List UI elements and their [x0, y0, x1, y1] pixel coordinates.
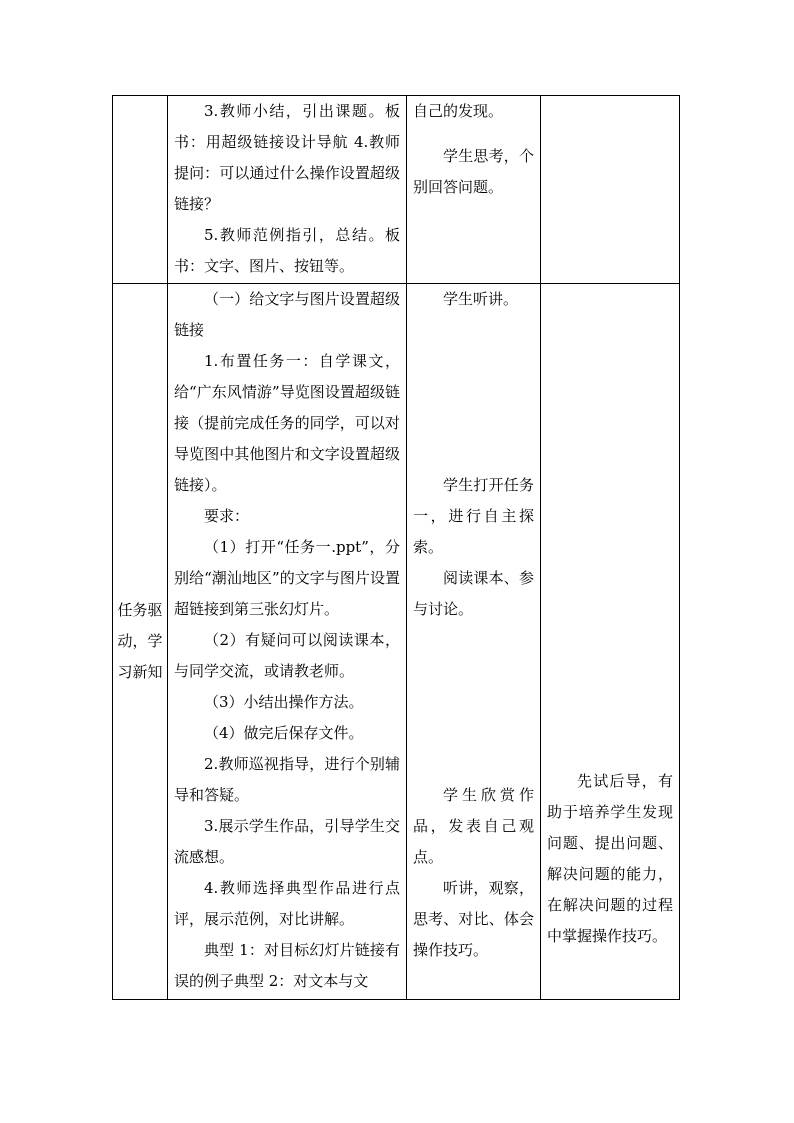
design-intent-text: 先试后导，有助于培养学生发现问题、提出问题、解决问题的能力，在解决问题的过程中掌握操作技巧。 [547, 772, 673, 945]
student-activity-cell-2 [407, 284, 541, 1000]
stage-label: 任务驱动，学习新知 [117, 601, 163, 681]
teacher-paragraph: 1.布置任务一：自学课文，给“广东风情游”导览图设置超级链接（提前完成任务的同学，可以对导览图中其他图片和文字设置超级链接）。 [174, 352, 400, 494]
stage-cell-1 [113, 96, 168, 284]
stage-cell-2 [113, 284, 168, 1000]
teacher-paragraph: （4）做完后保存文件。 [204, 724, 364, 742]
teacher-paragraph: （1）打开“任务一.ppt”，分别给“潮汕地区”的文字与图片设置超链接到第三张幻灯片。 [174, 538, 400, 618]
student-paragraph: 学生听讲。 [443, 290, 519, 308]
teacher-paragraph: 要求： [204, 507, 250, 525]
design-intent-cell-1 [541, 96, 680, 284]
teacher-paragraph: 典型 1：对目标幻灯片链接有误的例子典型 2：对文本与文 [174, 941, 400, 990]
teacher-paragraph: （2）有疑问可以阅读课本，与同学交流，或请教老师。 [174, 631, 400, 680]
teacher-paragraph: 3.展示学生作品，引导学生交流感想。 [174, 817, 400, 866]
teacher-paragraph: （3）小结出操作方法。 [204, 693, 364, 711]
student-paragraph: 听讲，观察，思考、对比、体会操作技巧。 [413, 879, 534, 959]
student-paragraph: 自己的发现。 [413, 102, 504, 120]
table-row [113, 284, 680, 1000]
student-paragraph: 学生欣赏作品，发表自己观点。 [413, 786, 534, 866]
student-paragraph: 学生思考，个别回答问题。 [413, 147, 534, 196]
teacher-paragraph: 3.教师小结，引出课题。板书：用超级链接设计导航 4.教师提问：可以通过什么操作设置超级链接？ [174, 102, 400, 213]
student-paragraph: 学生打开任务一，进行自主探索。 [413, 476, 534, 556]
teacher-paragraph: （一）给文字与图片设置超级链接 [174, 290, 400, 339]
teacher-activity-cell-1 [168, 96, 407, 284]
lesson-plan-table [112, 95, 680, 1000]
student-paragraph: 阅读课本、参与讨论。 [413, 569, 534, 618]
design-intent-cell-2 [541, 284, 680, 1000]
teacher-activity-cell-2 [168, 284, 407, 1000]
teacher-paragraph: 4.教师选择典型作品进行点评，展示范例，对比讲解。 [174, 879, 400, 928]
teacher-paragraph: 2.教师巡视指导，进行个别辅导和答疑。 [174, 755, 400, 804]
table-row [113, 96, 680, 284]
teacher-paragraph: 5.教师范例指引，总结。板书：文字、图片、按钮等。 [174, 226, 400, 275]
student-activity-cell-1 [407, 96, 541, 284]
